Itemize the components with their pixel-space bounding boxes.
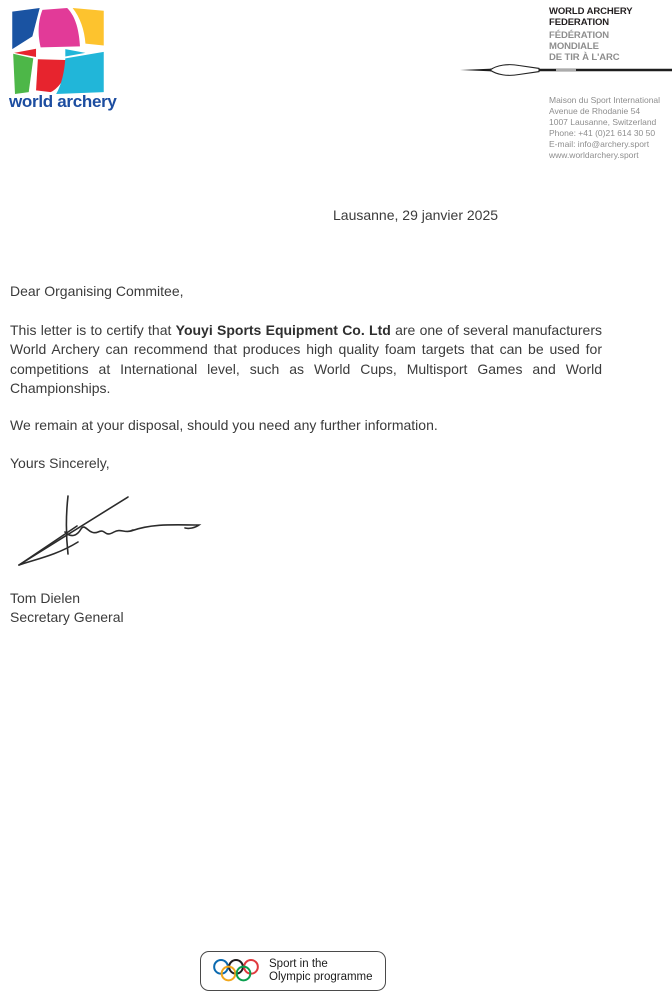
signature-icon bbox=[15, 486, 210, 571]
body-text-before: This letter is to certify that bbox=[10, 322, 176, 338]
org-name-en-line1: WORLD ARCHERY bbox=[549, 6, 633, 17]
valediction: Yours Sincerely, bbox=[10, 455, 110, 471]
arrow-graphic-icon bbox=[460, 62, 672, 78]
address-line: Maison du Sport International bbox=[549, 95, 661, 105]
signer-name: Tom Dielen bbox=[10, 590, 81, 606]
olympic-badge-line2: Olympic programme bbox=[269, 971, 373, 983]
closing-line: We remain at your disposal, should you need any further information. bbox=[10, 417, 438, 433]
dateline: Lausanne, 29 janvier 2025 bbox=[333, 207, 499, 223]
body-text-after: are one of several manufacturers World Archery can recommend that produces high quality foam targets that can be used for competitions at International level, such as World Cups, Multisport Games and World Championships. bbox=[10, 322, 603, 396]
olympic-badge-text bbox=[269, 958, 373, 985]
address-line: Phone: +41 (0)21 614 30 50 bbox=[549, 128, 656, 138]
signer-title: Secretary General bbox=[10, 609, 124, 625]
olympic-rings-icon bbox=[210, 956, 262, 986]
address-line: Avenue de Rhodanie 54 bbox=[549, 106, 641, 116]
address-line: 1007 Lausanne, Switzerland bbox=[549, 117, 657, 127]
address-line: E-mail: info@archery.sport bbox=[549, 139, 650, 149]
address-line: www.worldarchery.sport bbox=[549, 150, 639, 160]
world-archery-logo-icon bbox=[12, 8, 104, 94]
company-name: Youyi Sports Equipment Co. Ltd bbox=[175, 322, 391, 338]
org-name-fr-line1: FÉDÉRATION bbox=[549, 30, 610, 41]
olympic-badge-line1: Sport in the bbox=[269, 957, 328, 970]
letterhead-org-names bbox=[549, 6, 669, 63]
olympic-programme-badge bbox=[200, 951, 386, 991]
letterhead-address bbox=[549, 95, 669, 161]
org-name-fr-line2: MONDIALE bbox=[549, 41, 599, 52]
org-name-en-line2: FEDERATION bbox=[549, 17, 610, 28]
world-archery-wordmark: world archery bbox=[9, 92, 117, 111]
salutation: Dear Organising Commitee, bbox=[10, 283, 184, 299]
org-name-fr-line3: DE TIR À L'ARC bbox=[549, 52, 620, 63]
body-paragraph bbox=[10, 321, 602, 398]
